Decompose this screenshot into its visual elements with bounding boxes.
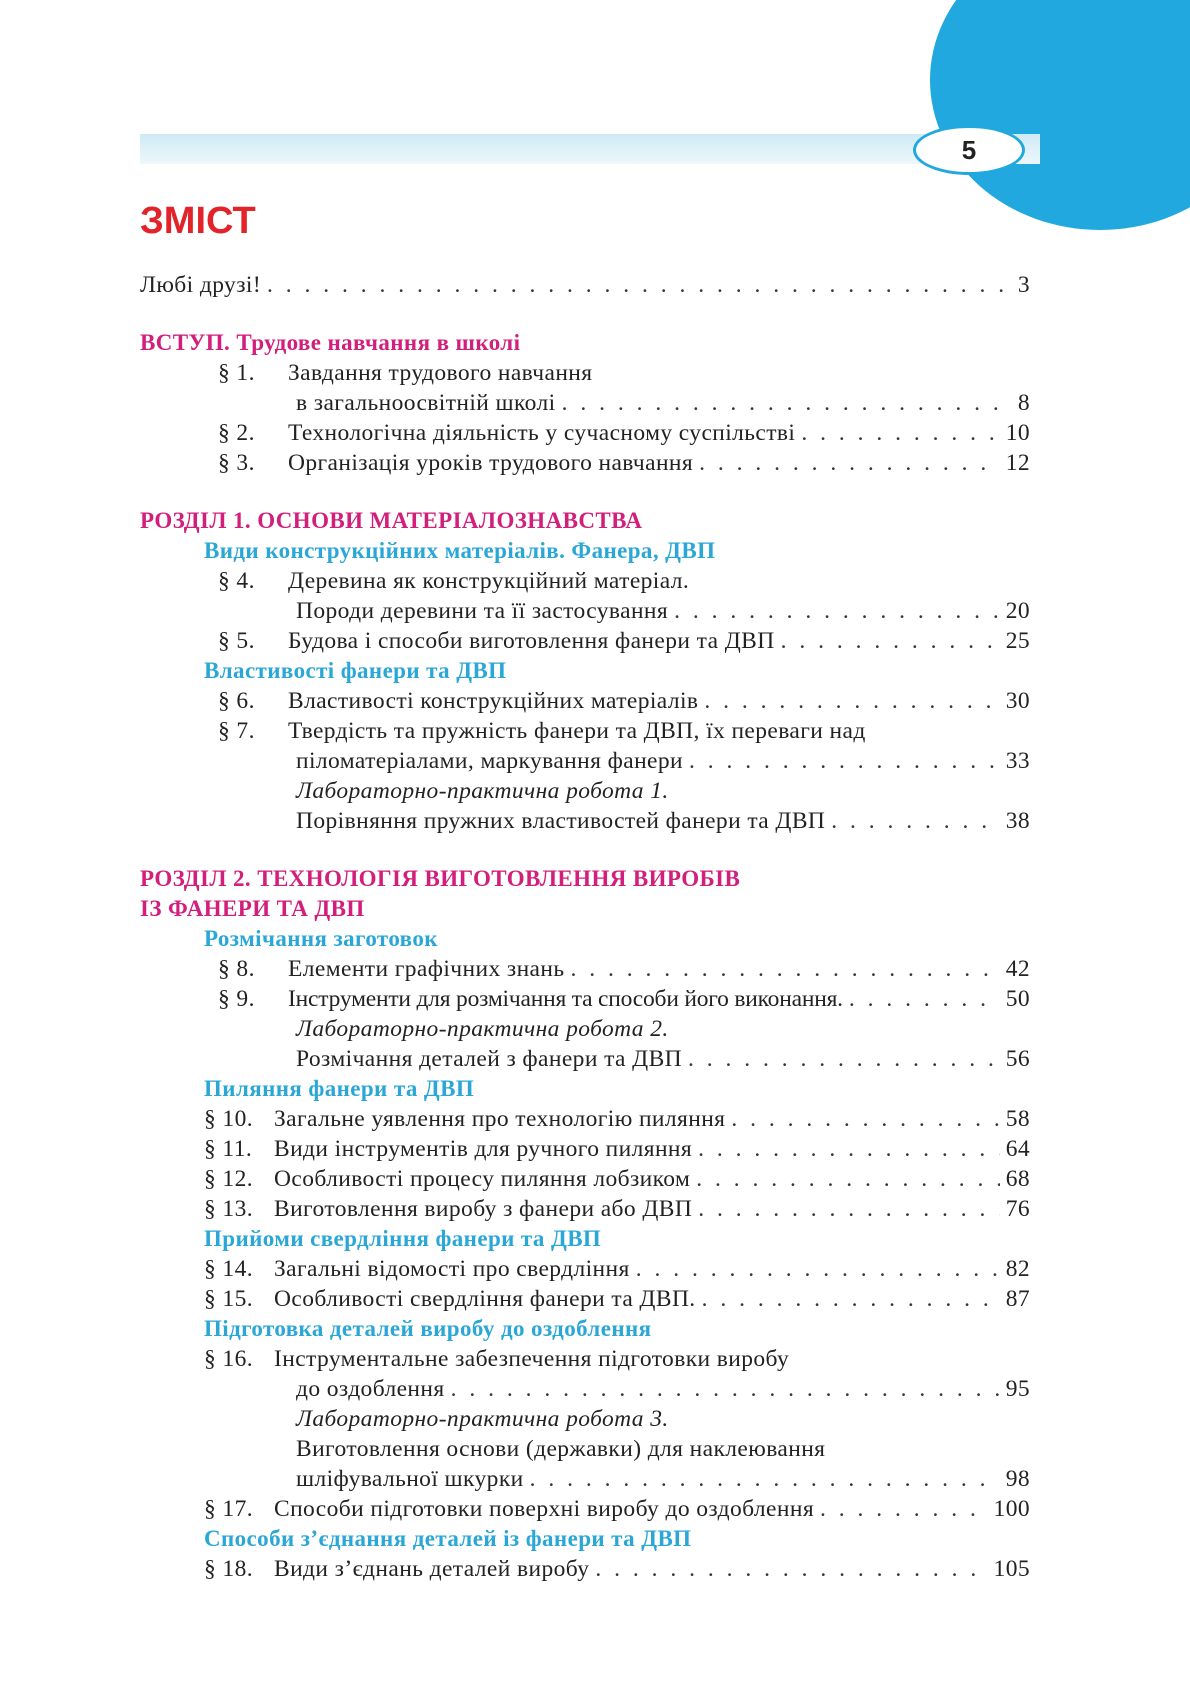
subsection-heading-text: Властивості фанери та ДВП (204, 658, 507, 683)
entry-page: 87 (1005, 1286, 1030, 1312)
entry-text: Способи підготовки поверхні виробу до оздоблення (274, 1496, 815, 1522)
entry-page: 105 (993, 1556, 1030, 1582)
toc-entry-p18[interactable] (140, 1554, 1030, 1584)
lab-title-text: Лабораторно-практична робота 2. (296, 1016, 669, 1042)
entry-text: Будова і способи виготовлення фанери та ДВП (288, 628, 775, 654)
entry-page: 25 (1005, 628, 1030, 654)
subsection-heading[interactable] (140, 1314, 1030, 1344)
leader-dots (849, 984, 1000, 1014)
entry-text: Особливості свердління фанери та ДВП. (274, 1286, 696, 1312)
subsection-heading-text: Види конструкційних матеріалів. Фанера, ДВП (204, 538, 716, 563)
entry-page: 42 (1005, 956, 1030, 982)
section-heading-intro[interactable] (140, 328, 1030, 358)
paragraph-number: § 16. (204, 1346, 253, 1372)
toc-entry-p16-cont[interactable] (140, 1374, 1030, 1404)
paragraph-number: § 5. (218, 628, 255, 654)
toc-entry-p7-cont[interactable] (140, 746, 1030, 776)
corner-decoration (930, 0, 1190, 230)
entry-text: Загальне уявлення про технологію пиляння (274, 1106, 726, 1132)
entry-page: 100 (993, 1496, 1030, 1522)
entry-page: 82 (1005, 1256, 1030, 1282)
leader-dots (704, 686, 999, 716)
entry-page: 95 (1005, 1376, 1030, 1402)
entry-page: 12 (1005, 450, 1030, 476)
entry-text: Властивості конструкційних матеріалів (288, 688, 699, 714)
leader-dots (636, 1254, 1000, 1284)
paragraph-number: § 8. (218, 956, 255, 982)
entry-text: Любі друзі! (140, 272, 262, 298)
toc-entry-p7[interactable] (140, 716, 1030, 746)
section-heading-2[interactable] (140, 864, 1030, 894)
subsection-heading-text: Прийоми свердління фанери та ДВП (204, 1226, 602, 1251)
toc-entry-greeting[interactable] (140, 270, 1030, 300)
section-heading-text: ВСТУП. Трудове навчання в школі (140, 330, 521, 355)
leader-dots (831, 806, 999, 836)
leader-dots (820, 1494, 988, 1524)
entry-text: в загальноосвітній школі (296, 390, 556, 416)
entry-text: Інструментальне забезпечення підготовки виробу (274, 1346, 790, 1372)
entry-text: Породи деревини та її застосування (296, 598, 669, 624)
subsection-heading[interactable] (140, 924, 1030, 954)
toc-entry-p1[interactable] (140, 358, 1030, 388)
toc-entry-p2[interactable] (140, 418, 1030, 448)
toc-entry-p5[interactable] (140, 626, 1030, 656)
leader-dots (688, 1044, 1000, 1074)
toc-entry-p16[interactable] (140, 1344, 1030, 1374)
leader-dots (702, 1284, 1000, 1314)
entry-text: Деревина як конструкційний матеріал. (288, 568, 690, 594)
entry-page: 3 (1017, 272, 1030, 298)
page-number: 5 (913, 125, 1025, 175)
header-band (140, 134, 1040, 164)
table-of-contents (140, 270, 1030, 1584)
entry-text: Особливості процесу пиляння лобзиком (274, 1166, 691, 1192)
paragraph-number: § 6. (218, 688, 255, 714)
toc-entry-p4[interactable] (140, 566, 1030, 596)
leader-dots (781, 626, 1000, 656)
entry-page: 8 (1017, 390, 1030, 416)
paragraph-number: § 7. (218, 718, 255, 744)
leader-dots (570, 954, 999, 984)
paragraph-number: § 18. (204, 1556, 253, 1582)
entry-page: 30 (1005, 688, 1030, 714)
entry-page: 10 (1005, 420, 1030, 446)
toc-lab-title[interactable] (140, 776, 1030, 806)
paragraph-number: § 4. (218, 568, 255, 594)
entry-text: Розмічання деталей з фанери та ДВП (296, 1046, 683, 1072)
paragraph-number: § 17. (204, 1496, 253, 1522)
leader-dots (674, 596, 1000, 626)
toc-entry-p8[interactable] (140, 954, 1030, 984)
entry-page: 64 (1005, 1136, 1030, 1162)
subsection-heading-text: Розмічання заготовок (204, 926, 438, 951)
entry-page: 56 (1005, 1046, 1030, 1072)
leader-dots (267, 270, 1012, 300)
toc-entry-p14[interactable] (140, 1254, 1030, 1284)
toc-entry-p1-cont[interactable] (140, 388, 1030, 418)
subsection-heading-text: Способи з’єднання деталей із фанери та ДВП (204, 1526, 692, 1551)
entry-page: 58 (1005, 1106, 1030, 1132)
toc-entry-p15[interactable] (140, 1284, 1030, 1314)
paragraph-number: § 1. (218, 360, 255, 386)
entry-text: Завдання трудового навчання (288, 360, 593, 386)
paragraph-number: § 3. (218, 450, 255, 476)
paragraph-number: § 13. (204, 1196, 253, 1222)
leader-dots (801, 418, 999, 448)
entry-text: Виготовлення виробу з фанери або ДВП (274, 1196, 693, 1222)
entry-text: Твердість та пружність фанери та ДВП, їх переваги над (288, 718, 866, 744)
section-heading-text: ІЗ ФАНЕРИ ТА ДВП (140, 896, 365, 921)
entry-text: Елементи графічних знань (288, 956, 565, 982)
leader-dots (562, 388, 1012, 418)
toc-lab-title[interactable] (140, 1404, 1030, 1434)
toc-entry-p13[interactable] (140, 1194, 1030, 1224)
entry-page: 98 (1005, 1466, 1030, 1492)
entry-page: 76 (1005, 1196, 1030, 1222)
subsection-heading-text: Підготовка деталей виробу до оздоблення (204, 1316, 652, 1341)
entry-page: 38 (1005, 808, 1030, 834)
toc-entry-p11[interactable] (140, 1134, 1030, 1164)
entry-text: Види інструментів для ручного пиляння (274, 1136, 693, 1162)
toc-entry-p9[interactable] (140, 984, 1030, 1014)
subsection-heading[interactable] (140, 1524, 1030, 1554)
paragraph-number: § 10. (204, 1106, 253, 1132)
toc-lab-title[interactable] (140, 1014, 1030, 1044)
subsection-heading[interactable] (140, 1224, 1030, 1254)
entry-text: Загальні відомості про свердління (274, 1256, 630, 1282)
paragraph-number: § 11. (204, 1136, 253, 1162)
leader-dots (696, 1164, 999, 1194)
entry-text: Види з’єднань деталей виробу (274, 1556, 590, 1582)
entry-text: до оздоблення (296, 1376, 445, 1402)
leader-dots (731, 1104, 999, 1134)
entry-page: 68 (1005, 1166, 1030, 1192)
section-heading-text: РОЗДІЛ 2. ТЕХНОЛОГІЯ ВИГОТОВЛЕННЯ ВИРОБІВ (140, 866, 741, 891)
leader-dots (689, 746, 1000, 776)
entry-text: Порівняння пружних властивостей фанери та ДВП (296, 808, 826, 834)
leader-dots (698, 1134, 1000, 1164)
entry-text: Інструменти для розмічання та способи його виконання. (288, 986, 843, 1012)
subsection-heading[interactable] (140, 656, 1030, 686)
leader-dots (451, 1374, 1000, 1404)
toc-entry-p17[interactable] (140, 1494, 1030, 1524)
lab-title-text: Лабораторно-практична робота 1. (296, 778, 669, 804)
toc-entry-p6[interactable] (140, 686, 1030, 716)
entry-text: піломатеріалами, маркування фанери (296, 748, 684, 774)
subsection-heading[interactable] (140, 1074, 1030, 1104)
leader-dots (698, 1194, 999, 1224)
subsection-heading-text: Пиляння фанери та ДВП (204, 1076, 475, 1101)
section-heading-1[interactable] (140, 506, 1030, 536)
toc-entry-p12[interactable] (140, 1164, 1030, 1194)
page-title: ЗМІСТ (140, 200, 256, 242)
toc-entry-lab1[interactable] (140, 806, 1030, 836)
entry-text: Виготовлення основи (державки) для наклеювання (296, 1436, 826, 1462)
leader-dots (530, 1464, 1000, 1494)
leader-dots (595, 1554, 987, 1584)
section-heading-text: РОЗДІЛ 1. ОСНОВИ МАТЕРІАЛОЗНАВСТВА (140, 508, 643, 533)
entry-page: 33 (1005, 748, 1030, 774)
toc-entry-lab2[interactable] (140, 1044, 1030, 1074)
leader-dots (699, 448, 1000, 478)
paragraph-number: § 9. (218, 986, 255, 1012)
paragraph-number: § 15. (204, 1286, 253, 1312)
subsection-heading[interactable] (140, 536, 1030, 566)
toc-entry-p4-cont[interactable] (140, 596, 1030, 626)
paragraph-number: § 12. (204, 1166, 253, 1192)
toc-entry-p3[interactable] (140, 448, 1030, 478)
entry-text: Технологічна діяльність у сучасному суспільстві (288, 420, 796, 446)
entry-text: шліфувальної шкурки (296, 1466, 524, 1492)
toc-entry-p10[interactable] (140, 1104, 1030, 1134)
section-heading-2-cont[interactable] (140, 894, 1030, 924)
paragraph-number: § 14. (204, 1256, 253, 1282)
paragraph-number: § 2. (218, 420, 255, 446)
toc-entry-lab3-cont[interactable] (140, 1464, 1030, 1494)
lab-title-text: Лабораторно-практична робота 3. (296, 1406, 669, 1432)
toc-entry-lab3[interactable] (140, 1434, 1030, 1464)
entry-page: 20 (1005, 598, 1030, 624)
entry-text: Організація уроків трудового навчання (288, 450, 694, 476)
entry-page: 50 (1005, 986, 1030, 1012)
